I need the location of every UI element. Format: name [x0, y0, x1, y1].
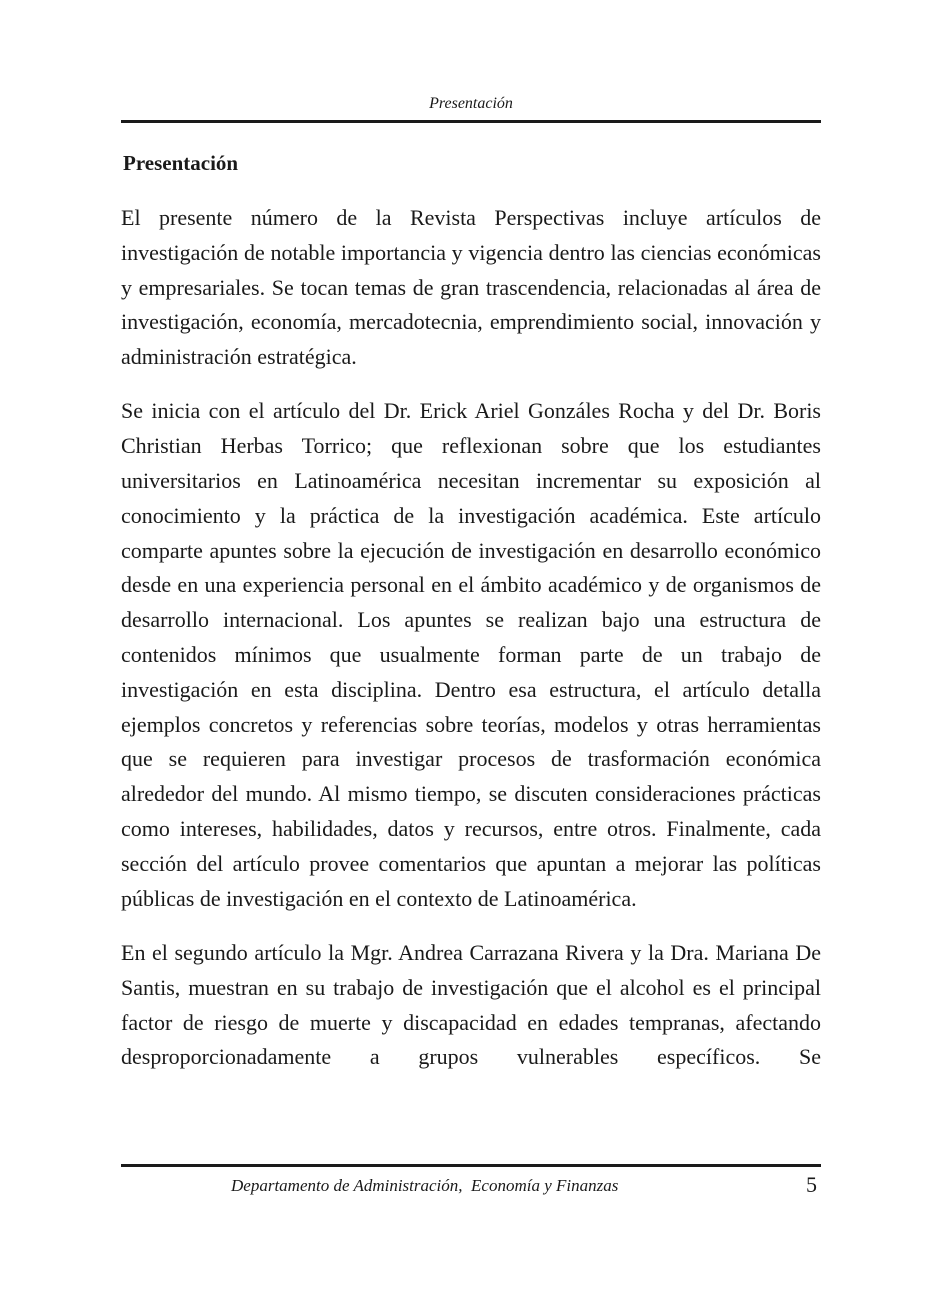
section-title: Presentación: [123, 151, 239, 175]
paragraph-3: En el segundo artículo la Mgr. Andrea Carrazana Rivera y la Dra. Mariana De Santis, muestran en su trabajo de investigación que el alcohol es el principal factor de riesgo de muerte y discapacidad en edades tempranas, afectando desproporcionadamente a grupos vulnerables específicos. Se: [121, 939, 821, 1070]
paragraph-2: Se inicia con el artículo del Dr. Erick Ariel Gonzáles Rocha y del Dr. Boris Christian Herbas Torrico; que reflexionan sobre que los estudiantes universitarios en Latinoamérica necesitan incrementar su exposición al conocimiento y la práctica de la investigación académica. Este artículo comparte apuntes sobre la ejecución de investigación en desarrollo económico desde en una experiencia personal en el ámbito académico y de organismos de desarrollo internacional. Los apuntes se realizan bajo una estructura de contenidos mínimos que usualmente forman parte de un trabajo de investigación en esta disciplina. Dentro esa estructura, el artículo detalla ejemplos concretos y referencias sobre teorías, modelos y otras herramientas que se requieren para investigar procesos de trasformación económica alrededor del mundo. Al mismo tiempo, se discuten consideraciones prácticas como intereses, habilidades, datos y recursos, entre otros. Finalmente, cada sección del artículo provee comentarios que apuntan a mejorar las políticas públicas de investigación en el contexto de Latinoamérica.: [121, 398, 821, 911]
paragraph-1: El presente número de la Revista Perspectivas incluye artículos de investigación de notable importancia y vigencia dentro las ciencias económicas y empresariales. Se tocan temas de gran trascendencia, relacionadas al área de investigación, economía, mercadotecnia, emprendimiento social, innovación y administración estratégica.: [121, 205, 821, 370]
footer-department: Departamento de Administración, Economía y Finanzas: [231, 1176, 619, 1195]
header-rule: [121, 120, 821, 123]
footer-rule: [121, 1164, 821, 1167]
body-text: [121, 201, 821, 1095]
running-header: Presentación: [429, 95, 513, 112]
running-footer: [121, 1174, 821, 1198]
page-number: 5: [806, 1172, 817, 1197]
